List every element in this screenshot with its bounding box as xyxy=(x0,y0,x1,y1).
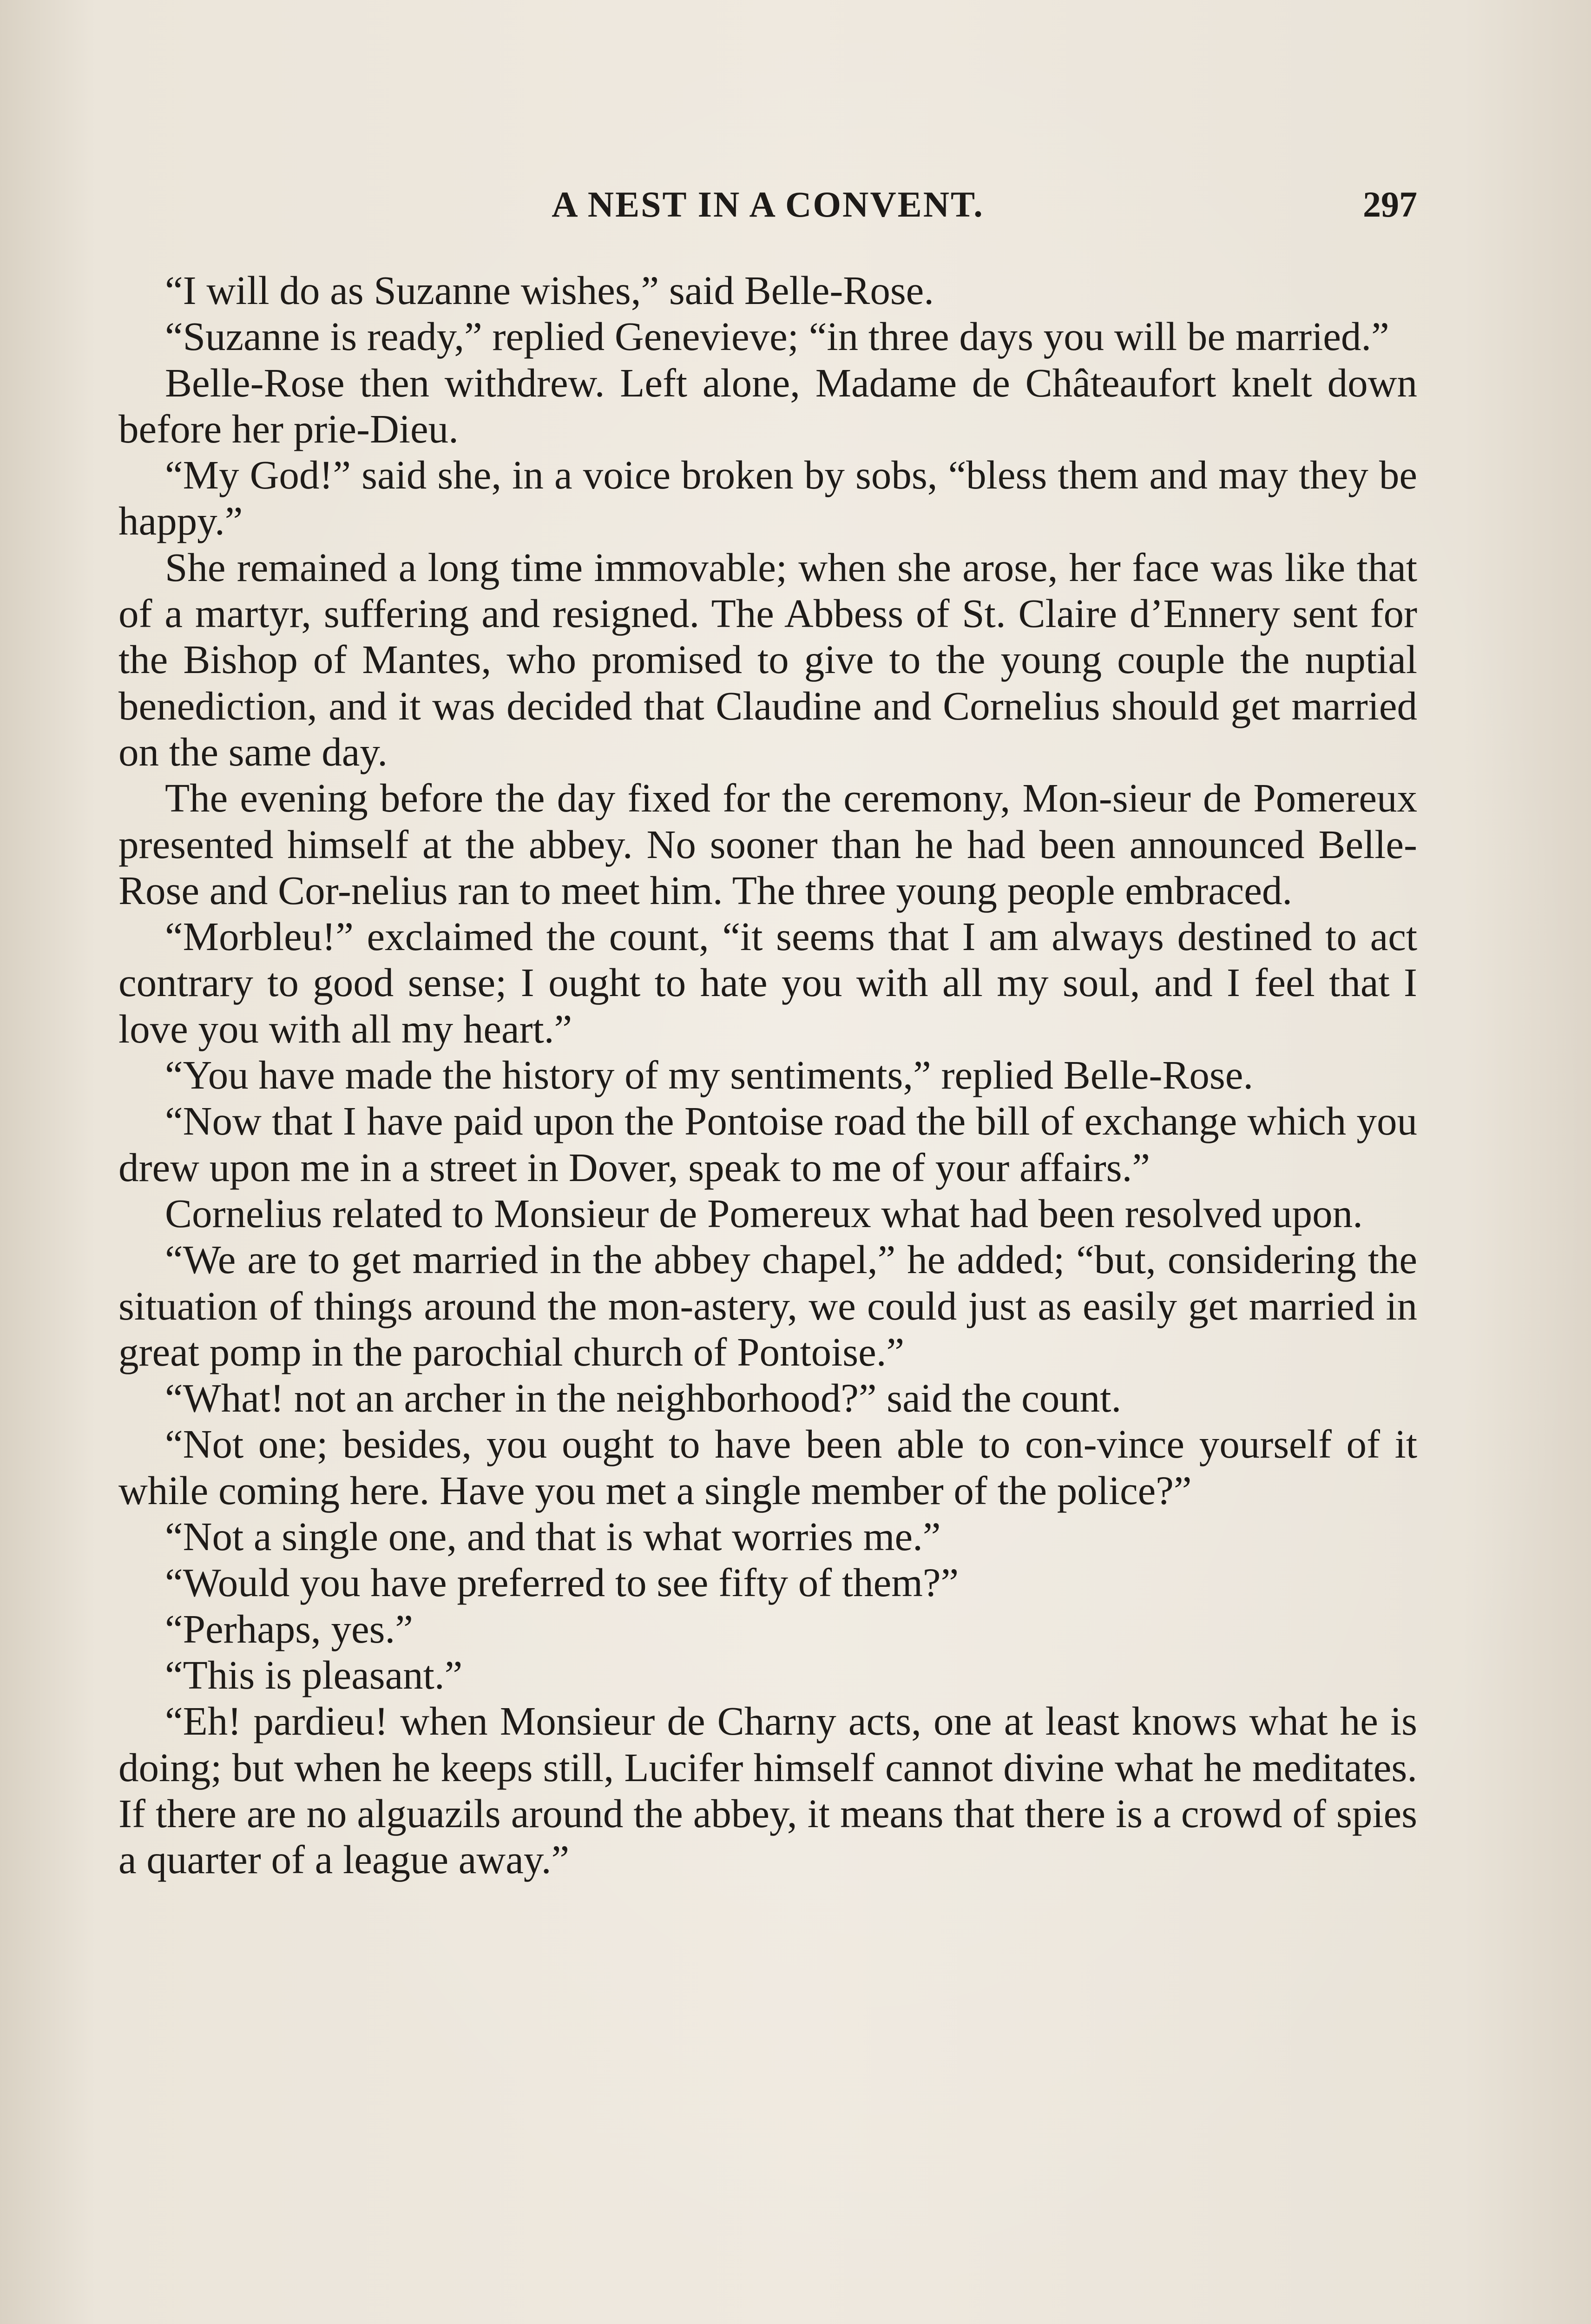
paragraph: “This is pleasant.” xyxy=(165,1652,463,1697)
paragraph: “Perhaps, yes.” xyxy=(165,1606,413,1651)
paragraph: “Suzanne is ready,” replied Genevieve; “in three days you will be married.” xyxy=(165,314,1389,359)
paragraph: “We are to get married in the abbey chapel,” he added; “but, considering the situation of things around the mon-astery, we could just as easily get married in great pomp in the parochial church of Pontoise.” xyxy=(118,1237,1417,1374)
paragraph: Belle-Rose then withdrew. Left alone, Madame de Châteaufort knelt down before her prie-Dieu. xyxy=(118,360,1417,451)
running-head: A NEST IN A CONVENT. xyxy=(552,184,984,224)
paragraph: Cornelius related to Monsieur de Pomereux what had been resolved upon. xyxy=(165,1190,1363,1236)
page-number: 297 xyxy=(1363,184,1417,224)
paragraph: “I will do as Suzanne wishes,” said Belle-Rose. xyxy=(165,268,934,313)
paragraph: She remained a long time immovable; when she arose, her face was like that of a martyr, suffering and resigned. The Abbess of St. Claire d’Ennery sent for the Bishop of Mantes, who promised to give to the young couple the nuptial benediction, and it was decided that Claudine and Cornelius should get married on the same day. xyxy=(118,544,1417,774)
paragraph: “What! not an archer in the neighborhood?” said the count. xyxy=(165,1375,1122,1421)
paragraph: “You have made the history of my sentiments,” replied Belle-Rose. xyxy=(165,1052,1254,1098)
paragraph: “Eh! pardieu! when Monsieur de Charny acts, one at least knows what he is doing; but when he keeps still, Lucifer himself cannot divine what he meditates. If there are no alguazils around the abbey, it means that there is a crowd of spies a quarter of a league away.” xyxy=(118,1698,1417,1882)
paragraph: “Morbleu!” exclaimed the count, “it seems that I am always destined to act contrary to good sense; I ought to hate you with all my soul, and I feel that I love you with all my heart.” xyxy=(118,914,1417,1051)
paragraph: “Not a single one, and that is what worries me.” xyxy=(165,1514,941,1559)
paragraph: “My God!” said she, in a voice broken by sobs, “bless them and may they be happy.” xyxy=(118,452,1417,544)
paragraph: The evening before the day fixed for the ceremony, Mon-sieur de Pomereux presented himself at the abbey. No sooner than he had been announced Belle-Rose and Cor-nelius ran to meet him. The three young people embraced. xyxy=(118,775,1417,913)
paragraph: “Now that I have paid upon the Pontoise road the bill of exchange which you drew upon me in a street in Dover, speak to me of your affairs.” xyxy=(118,1098,1417,1190)
body-text xyxy=(118,267,1417,1882)
paragraph: “Not one; besides, you ought to have been able to con-vince yourself of it while coming here. Have you met a single member of the police?” xyxy=(118,1421,1417,1513)
paragraph: “Would you have preferred to see fifty of them?” xyxy=(165,1560,959,1605)
page-header xyxy=(118,184,1417,235)
